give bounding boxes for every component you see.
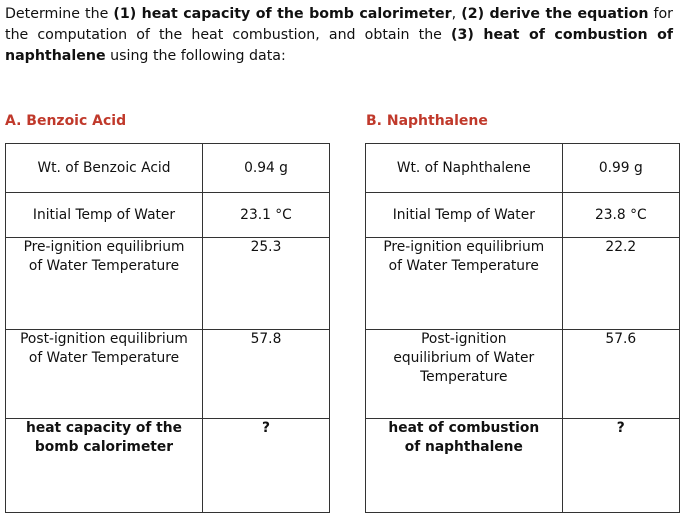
row-label xyxy=(366,238,563,330)
row-value: 57.8 xyxy=(203,330,330,419)
row-value: ? xyxy=(203,419,330,513)
intro-text-4: using the following data: xyxy=(105,48,286,64)
row-label xyxy=(6,238,203,330)
row-label-text: heat capacity of the bomb calorimeter xyxy=(26,420,182,455)
task-heat-capacity: (1) heat capacity of the bomb calorimeter xyxy=(113,6,452,22)
row-value: 22.2 xyxy=(562,238,679,330)
row-label: Wt. of Naphthalene xyxy=(366,144,563,193)
row-label xyxy=(366,330,563,419)
task-heat-of-combustion: (3) heat of combustion of naphthalene xyxy=(5,27,673,64)
row-value: 0.94 g xyxy=(203,144,330,193)
row-label: Initial Temp of Water xyxy=(6,193,203,238)
task-derive-equation: (2) derive the equation xyxy=(461,6,649,22)
naphthalene-table xyxy=(365,143,680,513)
section-b-title: B. Naphthalene xyxy=(366,113,488,129)
row-value: ? xyxy=(562,419,679,513)
row-label-text: Pre-ignition equilibrium of Water Temperature xyxy=(383,239,545,274)
table-row xyxy=(6,238,330,330)
row-value: 0.99 g xyxy=(562,144,679,193)
intro-text-1: Determine the xyxy=(5,6,114,22)
row-label-text: Post-ignition equilibrium of Water Temperature xyxy=(20,331,188,366)
table-row xyxy=(366,419,680,513)
row-value: 25.3 xyxy=(203,238,330,330)
table-row xyxy=(6,419,330,513)
table-row xyxy=(366,193,680,238)
row-value: 23.1 °C xyxy=(203,193,330,238)
table-row xyxy=(6,144,330,193)
table-row xyxy=(6,330,330,419)
row-label: Wt. of Benzoic Acid xyxy=(6,144,203,193)
row-value: 23.8 °C xyxy=(562,193,679,238)
problem-statement xyxy=(5,4,673,67)
row-label xyxy=(6,330,203,419)
benzoic-acid-table xyxy=(5,143,330,513)
section-a-title: A. Benzoic Acid xyxy=(5,113,127,129)
row-label-text: Post-ignition equilibrium of Water Temperature xyxy=(393,331,535,385)
table-row xyxy=(6,193,330,238)
table-row xyxy=(366,238,680,330)
intro-text-3: for the computation of the heat combustion, and obtain the xyxy=(5,6,673,43)
row-label xyxy=(366,419,563,513)
table-row xyxy=(366,330,680,419)
row-label-text: Pre-ignition equilibrium of Water Temperature xyxy=(23,239,185,274)
table-row xyxy=(366,144,680,193)
row-label: Initial Temp of Water xyxy=(366,193,563,238)
row-value: 57.6 xyxy=(562,330,679,419)
intro-text-2: , xyxy=(451,6,462,22)
row-label-text: heat of combustion of naphthalene xyxy=(388,420,540,455)
row-label xyxy=(6,419,203,513)
